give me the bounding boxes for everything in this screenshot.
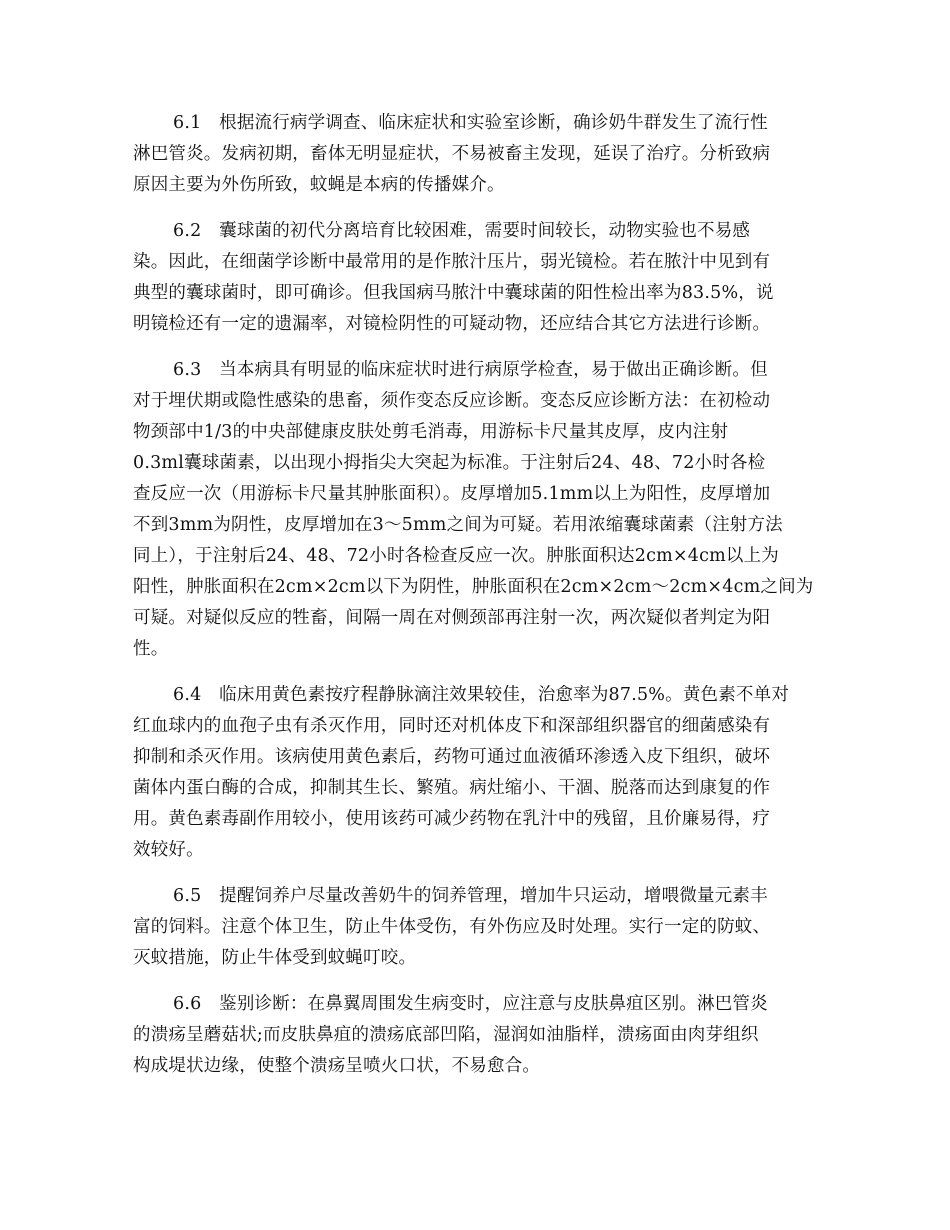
document-body	[133, 108, 823, 1097]
paragraph-line: 物颈部中1/3的中央部健康皮肤处剪毛消毒，用游标卡尺量其皮厚，皮内注射	[133, 422, 729, 442]
paragraph-line: 抑制和杀灭作用。该病使用黄色素后，药物可通过血液循环渗透入皮下组织，破坏	[133, 747, 771, 767]
paragraph-line: 构成堤状边缘，使整个溃疡呈喷火口状，不易愈合。	[133, 1056, 541, 1076]
paragraph-line: 原因主要为外伤所致，蚊蝇是本病的传播媒介。	[133, 175, 505, 195]
paragraph-line: 不到3mm为阴性，皮厚增加在3～5mm之间为可疑。若用浓缩囊球菌素（注射方法	[133, 515, 783, 535]
paragraph-line: 用。黄色素毒副作用较小，使用该药可减少药物在乳汁中的残留，且价廉易得，疗	[133, 809, 771, 829]
paragraph-line: 0.3ml囊球菌素，以出现小拇指尖大突起为标准。于注射后24、48、72小时各检	[133, 453, 766, 473]
paragraph-line: 效较好。	[133, 840, 204, 860]
paragraph-6-6	[133, 989, 823, 1082]
paragraph-6-2	[133, 216, 823, 340]
paragraph-line: 灭蚊措施，防止牛体受到蚊蝇叮咬。	[133, 948, 417, 968]
paragraph-line: 阳性，肿胀面积在2cm×2cm以下为阴性，肿胀面积在2cm×2cm～2cm×4cm之间为	[133, 577, 814, 597]
paragraph-line: 的溃疡呈蘑菇状;而皮肤鼻疽的溃疡底部凹陷，湿润如油脂样，溃疡面由肉芽组织	[133, 1025, 759, 1045]
paragraph-line: 染。因此，在细菌学诊断中最常用的是作脓汁压片，弱光镜检。若在脓汁中见到有	[133, 252, 771, 272]
paragraph-line: 对于埋伏期或隐性感染的患畜，须作变态反应诊断。变态反应诊断方法：在初检动	[133, 391, 771, 411]
paragraph-6-4	[133, 680, 823, 866]
paragraph-line: 6.1 根据流行病学调查、临床症状和实验室诊断，确诊奶牛群发生了流行性	[173, 113, 768, 133]
paragraph-line: 同上），于注射后24、48、72小时各检查反应一次。肿胀面积达2cm×4cm以上为	[133, 546, 779, 566]
paragraph-6-5	[133, 881, 823, 974]
paragraph-line: 典型的囊球菌时，即可确诊。但我国病马脓汁中囊球菌的阳性检出率为83.5%，说	[133, 283, 774, 303]
paragraph-line: 6.4 临床用黄色素按疗程静脉滴注效果较佳，治愈率为87.5%。黄色素不单对	[173, 685, 790, 705]
paragraph-line: 6.5 提醒饲养户尽量改善奶牛的饲养管理，增加牛只运动，增喂微量元素丰	[173, 886, 768, 906]
paragraph-line: 富的饲料。注意个体卫生，防止牛体受伤，有外伤应及时处理。实行一定的防蚊、	[133, 917, 771, 937]
paragraph-line: 菌体内蛋白酶的合成，抑制其生长、繁殖。病灶缩小、干涸、脱落而达到康复的作	[133, 778, 771, 798]
paragraph-line: 查反应一次（用游标卡尺量其肿胀面积）。皮厚增加5.1mm以上为阳性，皮厚增加	[133, 484, 771, 504]
paragraph-6-3	[133, 355, 823, 665]
paragraph-line: 6.6 鉴别诊断：在鼻翼周围发生病变时，应注意与皮肤鼻疽区别。淋巴管炎	[173, 994, 768, 1014]
paragraph-line: 6.2 囊球菌的初代分离培育比较困难，需要时间较长，动物实验也不易感	[173, 221, 751, 241]
paragraph-line: 6.3 当本病具有明显的临床症状时进行病原学检查，易于做出正确诊断。但	[173, 360, 768, 380]
paragraph-line: 淋巴管炎。发病初期，畜体无明显症状，不易被畜主发现，延误了治疗。分析致病	[133, 144, 771, 164]
paragraph-6-1	[133, 108, 823, 201]
paragraph-line: 明镜检还有一定的遗漏率，对镜检阴性的可疑动物，还应结合其它方法进行诊断。	[133, 314, 771, 334]
paragraph-line: 可疑。对疑似反应的牲畜，间隔一周在对侧颈部再注射一次，两次疑似者判定为阳	[133, 608, 771, 628]
paragraph-line: 性。	[133, 639, 169, 659]
paragraph-line: 红血球内的血孢子虫有杀灭作用，同时还对机体皮下和深部组织器官的细菌感染有	[133, 716, 771, 736]
